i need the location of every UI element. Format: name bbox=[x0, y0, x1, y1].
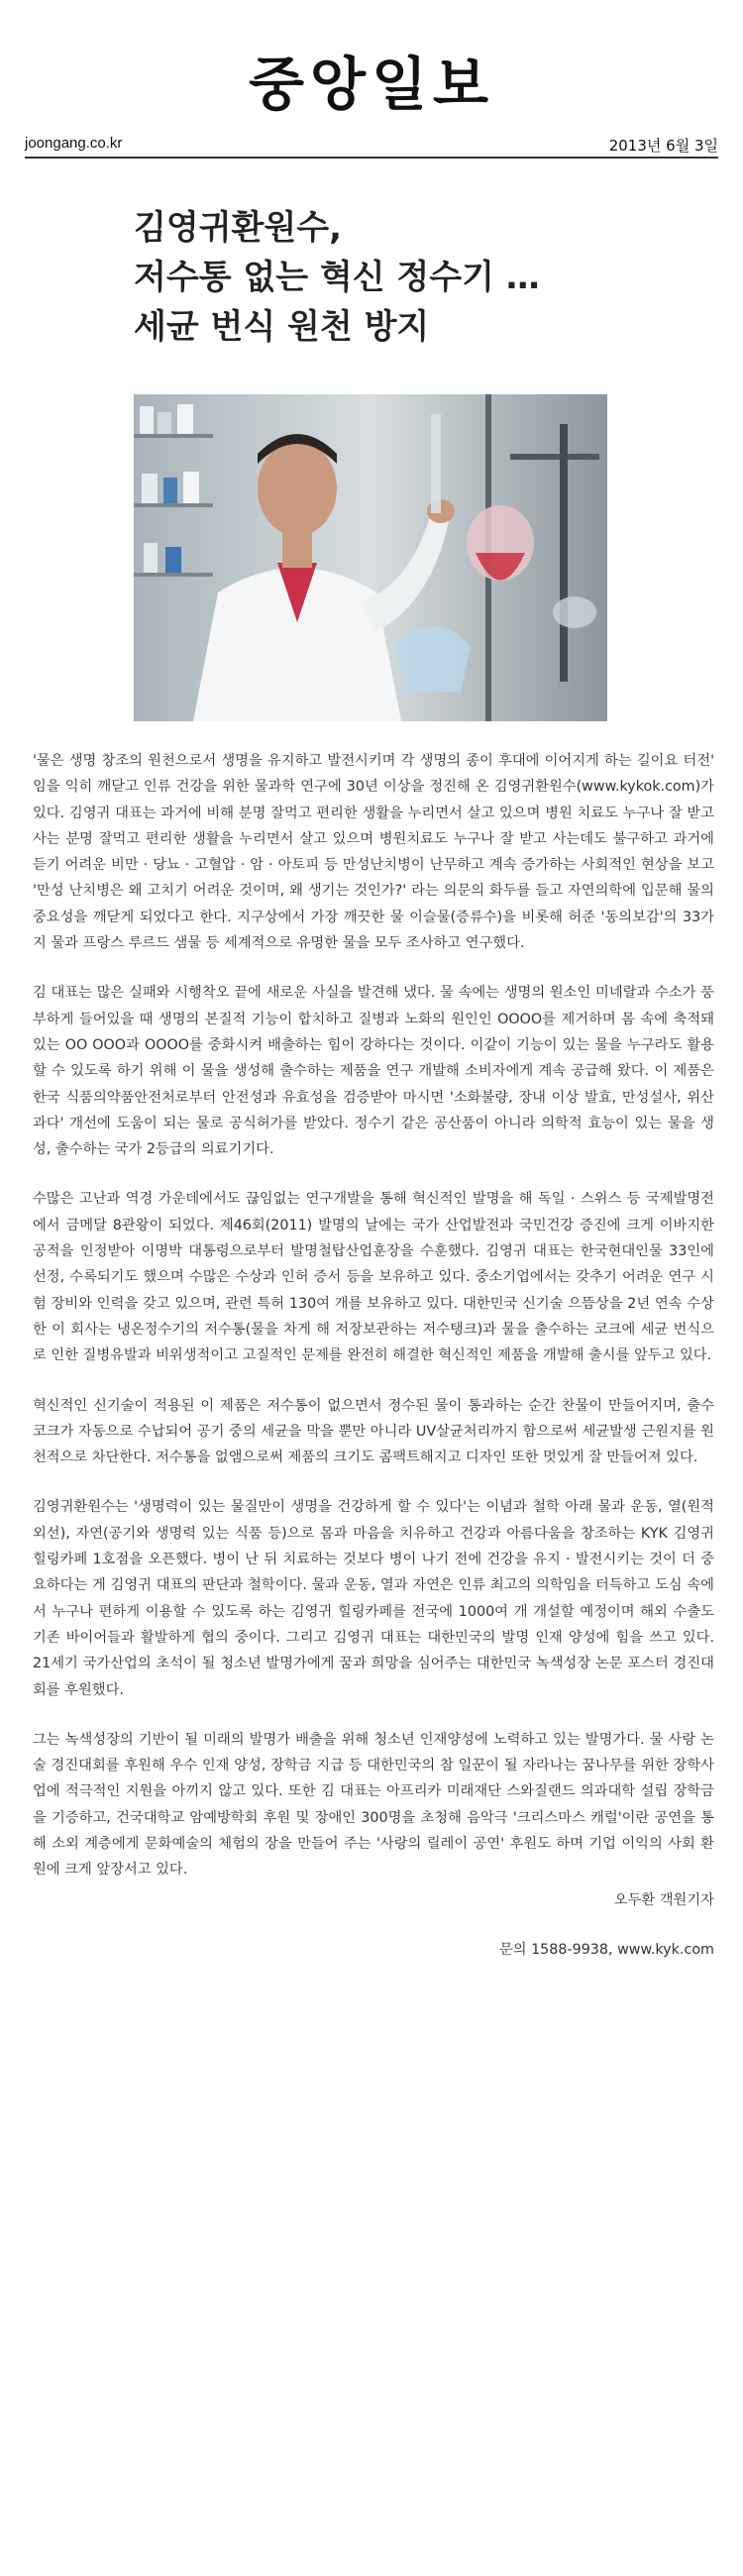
reporter-byline: 오두환 객원기자 bbox=[613, 1891, 714, 1908]
article-paragraph: 김영귀환원수는 '생명력이 있는 물질만이 생명을 건강하게 할 수 있다'는 이념과 철학 아래 물과 운동, 열(원적외선), 자연(공기와 생명력 있는 식품 등)으로 몸과 마음을 치유하고 건강과 아름다움을 창조하는 KYK 김영귀 힐링카페 1호점을 오픈했다. 병이 난 뒤 치료하는 것보다 병이 나기 전에 건강을 유지 · 발전시키는 것이 더 중요하다는 게 김영귀 대표의 판단과 철학이다. 물과 운동, 열과 자연은 인류 최고의 의학임을 터득하고 도심 속에서 누구나 편하게 이용할 수 있도록 하는 김영귀 힐링카페를 전국에 1000여 개 개설할 예정이며 해외 수출도 기존 바이어들과 활발하게 협의 중이다. 그리고 김영귀 대표는 대한민국의 발명 인재 양성에 힘을 쓰고 있다. 21세기 국가산업의 초석이 될 청소년 발명가에게 꿈과 희망을 심어주는 대한민국 녹색성장 논문 포스터 경진대회를 후원했다. bbox=[33, 1499, 714, 1698]
headline-line: 세균 번식 원천 방지 bbox=[134, 307, 430, 347]
lab-photo-illustration bbox=[134, 394, 607, 721]
header-divider bbox=[25, 157, 718, 159]
article-headline bbox=[134, 203, 649, 352]
article-paragraph: 그는 녹색성장의 기반이 될 미래의 발명가 배출을 위해 청소년 인재양성에 노력하고 있는 발명가다. 물 사랑 논술 경진대회를 후원해 우수 인재 양성, 장학금 지급 등 대한민국의 참 일꾼이 될 자라나는 꿈나무를 위한 장학사업에 적극적인 지원을 아끼지 않고 있다. 또한 김 대표는 아프리카 미래재단 스와질랜드 의과대학 설립 장학금을 기증하고, 건국대학교 암예방학회 후원 및 장애인 300명을 초청해 음악극 '크리스마스 캐럴'이란 공연을 통해 소외 계층에게 문화예술의 체험의 장을 만들어 주는 '사랑의 릴레이 공연' 후원도 하며 기업 이익의 사회 환원에 크게 앞장서고 있다. bbox=[33, 1731, 714, 1878]
headline-line: 김영귀환원수, bbox=[134, 208, 342, 248]
publish-date: 2013년 6월 3일 bbox=[608, 137, 718, 155]
contact-info: 문의 1588-9938, www.kyk.com bbox=[498, 1941, 714, 1958]
newspaper-masthead: 중앙일보 bbox=[248, 51, 495, 118]
article-paragraph: '물은 생명 창조의 원천으로서 생명을 유지하고 발전시키며 각 생명의 종이 후대에 이어지게 하는 길이요 터전' 임을 익히 깨닫고 인류 건강을 위한 물과학 연구에 30년 이상을 정진해 온 김영귀환원수(www.kykok.com)가 있다. 김영귀 대표는 과거에 비해 분명 잘먹고 편리한 생활을 누리면서 살고 있으며 병원 치료도 누구나 잘 받고 사는 분명 잘먹고 편리한 생활을 누리면서 살고 있으며 병원치료도 누구나 잘 받고 사는데도 불구하고 과거에 듣기 어려운 비만 · 당뇨 · 고혈압 · 암 · 아토피 등 만성난치병이 난무하고 계속 증가하는 사회적인 현상을 보고 '만성 난치병은 왜 고치기 어려운 것이며, 왜 생기는 것인가?' 라는 의문의 화두를 들고 자연의학에 입문해 물의 중요성을 깨닫게 되었다고 한다. 지구상에서 가장 깨끗한 물 이슬물(증류수)을 비롯해 허준 '동의보감'의 33가지 물과 프랑스 루르드 샘물 등 세계적으로 유명한 물을 모두 조사하고 연구했다. bbox=[33, 753, 714, 952]
article-paragraph: 수많은 고난과 역경 가운데에서도 끊임없는 연구개발을 통해 혁신적인 발명을 해 독일 · 스위스 등 국제발명전에서 금메달 8관왕이 되었다. 제46회(2011) 발명의 날에는 국가 산업발전과 국민건강 증진에 크게 이바지한 공적을 인정받아 이명박 대통령으로부터 발명철탑산업훈장을 수훈했다. 김영귀 대표는 한국현대인물 33인에 선정, 수록되기도 했으며 수많은 수상과 인허 증서 등을 보유하고 있다. 중소기업에서는 갖추기 어려운 연구 시험 장비와 인력을 갖고 있으며, 관련 특허 130여 개를 보유하고 있다. 대한민국 신기술 으뜸상을 2년 연속 수상한 이 회사는 냉온정수기의 저수통(물을 차게 해 저장보관하는 저수탱크)과 물을 출수하는 코크에 세균 번식으로 인한 질병유발과 비위생적이고 고질적인 문제를 완전히 해결한 혁신적인 제품을 개발해 출시를 앞두고 있다. bbox=[33, 1191, 714, 1364]
site-url[interactable]: joongang.co.kr bbox=[25, 135, 123, 152]
headline-line: 저수통 없는 혁신 정수기 … bbox=[134, 258, 540, 297]
scientist-lab-photo bbox=[134, 394, 607, 721]
article-body bbox=[33, 748, 714, 1986]
article-paragraph: 혁신적인 신기술이 적용된 이 제품은 저수통이 없으면서 정수된 물이 통과하는 순간 찬물이 만들어지며, 출수 코크가 자동으로 수납되어 공기 중의 세균을 막을 뿐만 아니라 UV살균처리까지 함으로써 세균발생 근원지를 원천적으로 차단한다. 저수통을 없앰으로써 제품의 크기도 콤팩트해지고 디자인 또한 멋있게 잘 만들어져 있다. bbox=[33, 1397, 714, 1466]
article-paragraph: 김 대표는 많은 실패와 시행착오 끝에 새로운 사실을 발견해 냈다. 물 속에는 생명의 원소인 미네랄과 수소가 풍부하게 들어있을 때 생명의 본질적 기능이 합치하고 질병과 노화의 원인인 OOOO를 제거하며 몸 속에 축적돼 있는 OO OOO과 OOOO를 중화시켜 배출하는 힘이 강하다는 것이다. 이같이 기능이 있는 물을 누구라도 활용할 수 있도록 하기 위해 이 물을 생성해 출수하는 제품을 연구 개발해 소비자에게 계속 공급해 왔다. 이 제품은 한국 식품의약품안전처로부터 안전성과 유효성을 검증받아 마시면 '소화불량, 장내 이상 발효, 만성설사, 위산과다' 개선에 도움이 되는 물로 공식허가를 받았다. 정수기 같은 공산품이 아니라 의학적 효능이 있는 물을 생성, 출수하는 국가 2등급의 의료기기다. bbox=[33, 985, 714, 1158]
